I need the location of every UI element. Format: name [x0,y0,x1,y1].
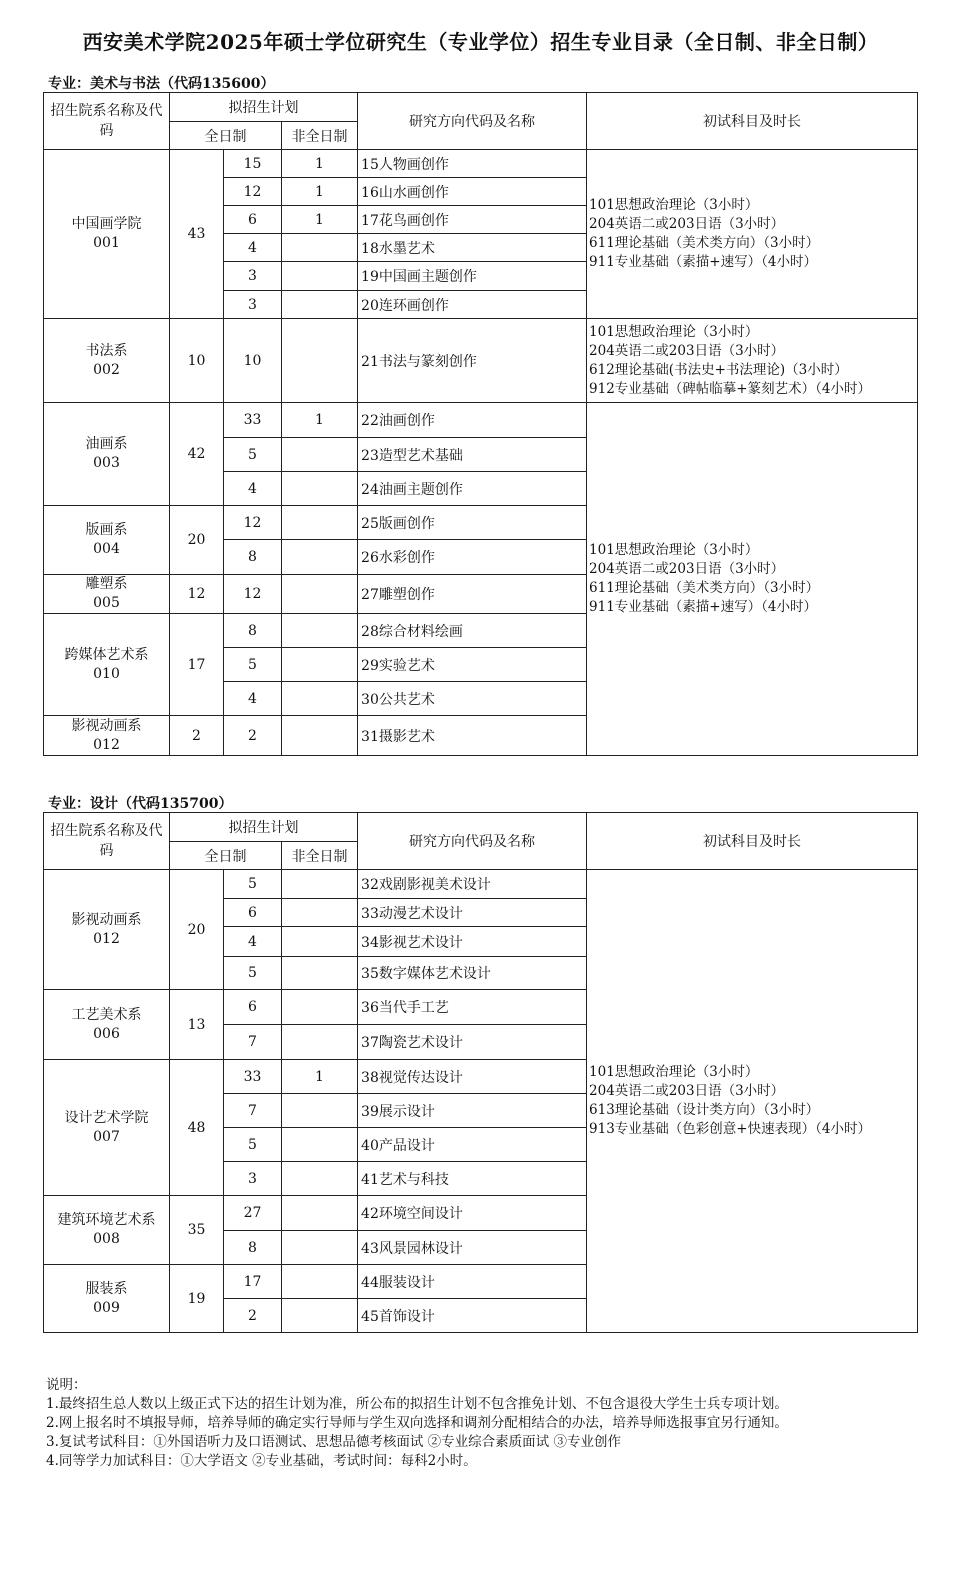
direction-name: 30公共艺术 [358,682,587,716]
exam-subject-line: 101思想政治理论（3小时） [589,197,759,213]
exam-subject-line: 204英语二或203日语（3小时） [589,216,785,232]
notes-block [46,1376,788,1471]
part-time-count [282,1299,358,1333]
part-time-count [282,234,358,262]
dept-total: 19 [170,1265,224,1333]
full-time-count: 27 [224,1196,282,1231]
part-time-count [282,506,358,540]
part-time-count [282,472,358,506]
dept-name: 版画系 [85,522,128,538]
full-time-count: 4 [224,927,282,957]
part-time-count [282,899,358,927]
full-time-count: 7 [224,1025,282,1060]
full-time-count: 5 [224,870,282,899]
dept-cell [44,1265,170,1333]
exam-subject-line: 101思想政治理论（3小时） [589,542,759,558]
part-time-count [282,1025,358,1060]
direction-name: 27雕塑创作 [358,575,587,614]
dept-code: 002 [93,361,120,378]
direction-name: 19中国画主题创作 [358,262,587,291]
direction-name: 29实验艺术 [358,648,587,682]
part-time-count: 1 [282,150,358,178]
full-time-count: 5 [224,438,282,472]
full-time-count: 8 [224,540,282,575]
direction-name: 25版画创作 [358,506,587,540]
dept-code: 006 [93,1025,120,1042]
catalog-table-design [43,812,918,1333]
dept-total: 2 [170,716,224,756]
header-part-time: 非全日制 [282,122,358,150]
dept-name: 设计艺术学院 [64,1109,149,1126]
exam-subjects [587,403,918,756]
full-time-count: 6 [224,990,282,1025]
header-direction: 研究方向代码及名称 [358,813,587,870]
document-title: 西安美术学院2025年硕士学位研究生（专业学位）招生专业目录（全日制、非全日制） [82,30,879,54]
part-time-count: 1 [282,1060,358,1094]
full-time-count: 8 [224,1231,282,1265]
exam-subject-line: 101思想政治理论（3小时） [589,323,759,340]
full-time-count: 33 [224,1060,282,1094]
dept-code: 005 [93,595,120,611]
part-time-count [282,1128,358,1162]
dept-total: 42 [170,403,224,506]
dept-cell [44,716,170,756]
part-time-count [282,1265,358,1299]
part-time-count [282,540,358,575]
direction-name: 43风景园林设计 [358,1231,587,1265]
full-time-count: 4 [224,234,282,262]
direction-name: 28综合材料绘画 [358,614,587,648]
exam-subject-line: 204英语二或203日语（3小时） [589,561,785,577]
part-time-count [282,1094,358,1128]
dept-cell [44,403,170,506]
part-time-count [282,716,358,756]
part-time-count: 1 [282,178,358,206]
direction-name: 35数字媒体艺术设计 [358,957,587,990]
direction-name: 41艺术与科技 [358,1162,587,1196]
catalog-table-fine-arts [43,92,918,756]
full-time-count: 7 [224,1094,282,1128]
direction-name: 39展示设计 [358,1094,587,1128]
direction-name: 23造型艺术基础 [358,438,587,472]
full-time-count: 3 [224,291,282,319]
full-time-count: 8 [224,614,282,648]
dept-total: 35 [170,1196,224,1265]
full-time-count: 4 [224,682,282,716]
dept-name: 中国画学院 [71,216,142,232]
exam-subject-line: 613理论基础（设计类方向）（3小时） [589,1102,820,1118]
header-dept: 招生院系名称及代码 [44,93,170,150]
exam-subject-line: 612理论基础(书法史+书法理论)（3小时） [589,361,848,378]
note-item: 4.同等学力加试科目：①大学语文 ②专业基础，考试时间：每科2小时。 [46,1453,477,1469]
full-time-count: 10 [224,319,282,403]
full-time-count: 33 [224,403,282,438]
dept-code: 008 [93,1231,120,1247]
dept-total: 48 [170,1060,224,1196]
dept-cell [44,870,170,990]
header-full-time: 全日制 [170,122,282,150]
dept-cell [44,319,170,403]
header-full-time: 全日制 [170,842,282,870]
part-time-count [282,1231,358,1265]
part-time-count [282,575,358,614]
dept-name: 雕塑系 [85,576,128,592]
dept-code: 012 [93,736,120,753]
direction-name: 17花鸟画创作 [358,206,587,234]
part-time-count [282,648,358,682]
full-time-count: 5 [224,1128,282,1162]
dept-cell [44,1196,170,1265]
note-item: 1.最终招生总人数以上级正式下达的招生计划为准，所公布的拟招生计划不包含推免计划、不包含退役大学生士兵专项计划。 [46,1396,788,1412]
direction-name: 21书法与篆刻创作 [358,319,587,403]
part-time-count [282,682,358,716]
dept-code: 007 [93,1128,120,1145]
part-time-count [282,870,358,899]
dept-name: 服装系 [85,1280,128,1297]
full-time-count: 3 [224,262,282,291]
exam-subject-line: 911专业基础（素描+速写）（4小时） [589,599,817,615]
direction-name: 16山水画创作 [358,178,587,206]
direction-name: 26水彩创作 [358,540,587,575]
part-time-count [282,927,358,957]
exam-subjects [587,319,918,403]
header-direction: 研究方向代码及名称 [358,93,587,150]
part-time-count: 1 [282,403,358,438]
full-time-count: 5 [224,648,282,682]
full-time-count: 2 [224,1299,282,1333]
full-time-count: 6 [224,206,282,234]
dept-name: 工艺美术系 [71,1006,142,1023]
full-time-count: 3 [224,1162,282,1196]
direction-name: 45首饰设计 [358,1299,587,1333]
section-title-fine-arts: 专业：美术与书法（代码135600） [48,76,275,92]
direction-name: 20连环画创作 [358,291,587,319]
part-time-count [282,614,358,648]
full-time-count: 17 [224,1265,282,1299]
exam-subject-line: 912专业基础（碑帖临摹+篆刻艺术）（4小时） [589,380,871,397]
direction-name: 34影视艺术设计 [358,927,587,957]
direction-name: 38视觉传达设计 [358,1060,587,1094]
dept-total: 20 [170,870,224,990]
direction-name: 32戏剧影视美术设计 [358,870,587,899]
dept-cell [44,150,170,319]
direction-name: 18水墨艺术 [358,234,587,262]
exam-subject-line: 101思想政治理论（3小时） [589,1064,759,1080]
table-row [44,403,918,438]
dept-total: 43 [170,150,224,319]
dept-cell [44,614,170,716]
dept-code: 009 [93,1299,120,1316]
exam-subjects [587,870,918,1333]
part-time-count [282,291,358,319]
full-time-count: 15 [224,150,282,178]
part-time-count [282,262,358,291]
exam-subjects [587,150,918,319]
dept-total: 20 [170,506,224,575]
dept-code: 004 [93,541,120,557]
part-time-count [282,990,358,1025]
direction-name: 15人物画创作 [358,150,587,178]
dept-total: 12 [170,575,224,614]
dept-cell [44,506,170,575]
direction-name: 42环境空间设计 [358,1196,587,1231]
dept-total: 13 [170,990,224,1060]
full-time-count: 4 [224,472,282,506]
full-time-count: 12 [224,178,282,206]
note-item: 3.复试考试科目：①外国语听力及口语测试、思想品德考核面试 ②专业综合素质面试 ③专业创作 [46,1434,621,1450]
direction-name: 44服装设计 [358,1265,587,1299]
dept-total: 17 [170,614,224,716]
dept-name: 书法系 [85,342,128,359]
exam-subject-line: 913专业基础（色彩创意+快速表现）（4小时） [589,1121,871,1137]
direction-name: 24油画主题创作 [358,472,587,506]
dept-code: 012 [93,930,120,947]
full-time-count: 6 [224,899,282,927]
full-time-count: 2 [224,716,282,756]
note-item: 2.网上报名时不填报导师，培养导师的确定实行导师与学生双向选择和调剂分配相结合的办法，培养导师选报事宜另行通知。 [46,1415,788,1431]
header-part-time: 非全日制 [282,842,358,870]
dept-name: 影视动画系 [71,717,142,734]
direction-name: 36当代手工艺 [358,990,587,1025]
dept-total: 10 [170,319,224,403]
dept-cell [44,990,170,1060]
table-row [44,150,918,178]
exam-subject-line: 611理论基础（美术类方向）（3小时） [589,580,820,596]
header-row [44,813,918,842]
table-row [44,870,918,899]
direction-name: 31摄影艺术 [358,716,587,756]
header-plan: 拟招生计划 [170,813,358,842]
direction-name: 37陶瓷艺术设计 [358,1025,587,1060]
section-title-design: 专业：设计（代码135700） [48,796,233,812]
exam-subject-line: 911专业基础（素描+速写）（4小时） [589,254,817,270]
direction-name: 40产品设计 [358,1128,587,1162]
dept-cell [44,1060,170,1196]
full-time-count: 12 [224,506,282,540]
table-row [44,319,918,403]
part-time-count [282,319,358,403]
exam-subject-line: 204英语二或203日语（3小时） [589,1083,785,1099]
exam-subject-line: 204英语二或203日语（3小时） [589,342,785,359]
dept-code: 001 [93,235,120,251]
full-time-count: 12 [224,575,282,614]
header-exam: 初试科目及时长 [587,813,918,870]
dept-code: 010 [93,665,120,682]
header-dept: 招生院系名称及代码 [44,813,170,870]
header-row [44,93,918,122]
exam-subject-line: 611理论基础（美术类方向）（3小时） [589,235,820,251]
full-time-count: 5 [224,957,282,990]
direction-name: 22油画创作 [358,403,587,438]
header-exam: 初试科目及时长 [587,93,918,150]
dept-name: 跨媒体艺术系 [64,646,149,663]
dept-name: 油画系 [85,436,128,452]
dept-name: 建筑环境艺术系 [57,1212,156,1228]
part-time-count [282,1162,358,1196]
dept-code: 003 [93,455,120,471]
dept-cell [44,575,170,614]
direction-name: 33动漫艺术设计 [358,899,587,927]
part-time-count [282,957,358,990]
part-time-count [282,1196,358,1231]
dept-name: 影视动画系 [71,911,142,928]
header-plan: 拟招生计划 [170,93,358,122]
part-time-count [282,438,358,472]
part-time-count: 1 [282,206,358,234]
notes-heading: 说明： [46,1377,87,1393]
